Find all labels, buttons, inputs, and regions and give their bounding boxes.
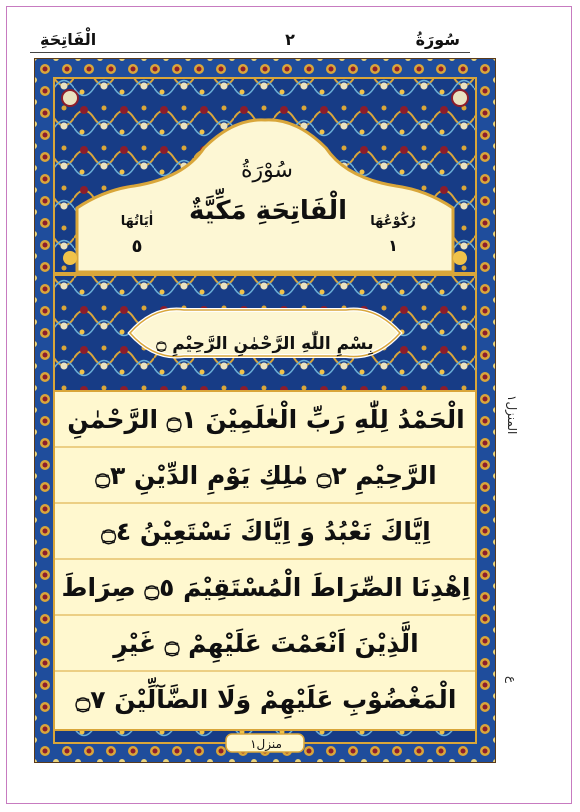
verse-line-1: الْحَمْدُ لِلّٰهِ رَبِّ الْعٰلَمِيْنَ ۝١ الرَّحْمٰنِ xyxy=(67,405,465,434)
ayat-label: اٰيَاتُهَا xyxy=(120,214,154,229)
verse-line-5: الَّذِيْنَ اَنْعَمْتَ عَلَيْهِمْ ۝ غَيْرِ xyxy=(113,629,419,658)
ruku-label: رُكُوْعُهَا xyxy=(370,214,416,229)
verse-line-3: اِيَّاكَ نَعْبُدُ وَ اِيَّاكَ نَسْتَعِيْنُ ۝٤ xyxy=(101,517,431,546)
page-number: ٢ xyxy=(285,30,295,49)
verse-line-4: اِهْدِنَا الصِّرَاطَ الْمُسْتَقِيْمَ ۝٥ صِرَاطَ xyxy=(61,573,471,602)
bismillah: بِسْمِ اللّٰهِ الرَّحْمٰنِ الرَّحِيْمِ ۝ xyxy=(156,334,374,354)
manzil-footer: منزل١ xyxy=(250,737,282,751)
verse-line-2: الرَّحِيْمِ ۝٢ مٰلِكِ يَوْمِ الدِّيْنِ ۝٣ xyxy=(95,461,437,490)
ayat-count: ٥ xyxy=(131,236,143,257)
header-rule xyxy=(30,52,470,53)
margin-note-manzil: المنزل١ xyxy=(505,395,519,435)
surah-word: سُوْرَةُ xyxy=(241,158,293,183)
surah-name-title: الْفَاتِحَةِ مَكِّيَّةٌ xyxy=(188,196,348,226)
verse-line-6: الْمَغْضُوْبِ عَلَيْهِمْ وَلَا الضَّآلِّيْنَ ۝٧ xyxy=(75,685,457,714)
ruku-count: ١ xyxy=(388,236,398,255)
running-header-surah-word: سُورَةُ xyxy=(415,30,460,49)
running-header-surah-name: الْفَاتِحَةِ xyxy=(40,30,97,49)
margin-note-ruku: ع xyxy=(505,676,519,684)
